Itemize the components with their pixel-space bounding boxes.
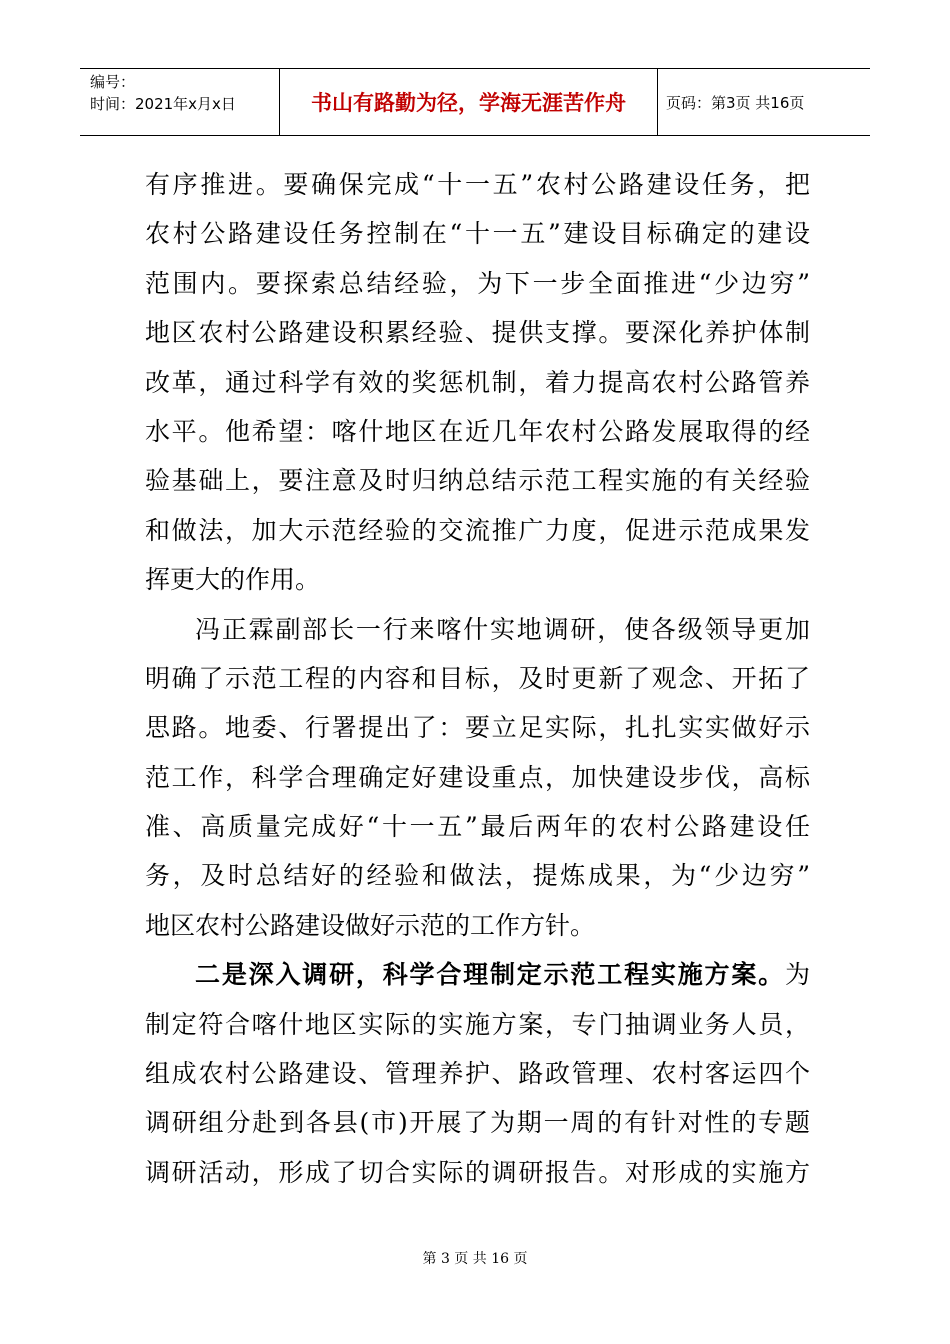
document-time-label: 时间：2021年x月x日 — [90, 95, 236, 113]
header-page-code: 页码：第3页 共16页 — [666, 93, 805, 112]
body-line: 水平。他希望：喀什地区在近几年农村公路发展取得的经 — [145, 416, 810, 446]
bold-heading: 二是深入调研，科学合理制定示范工程实施方案。 — [195, 960, 785, 990]
body-line: 改革，通过科学有效的奖惩机制，着力提高农村公路管养 — [145, 367, 810, 397]
body-line: 范围内。要探索总结经验，为下一步全面推进“少边穷” — [145, 268, 810, 298]
body-line: 范工作，科学合理确定好建设重点，加快建设步伐，高标 — [145, 762, 810, 792]
body-line: 地区农村公路建设做好示范的工作方针。 — [145, 910, 596, 940]
body-line: 调研活动，形成了切合实际的调研报告。对形成的实施方 — [145, 1157, 810, 1187]
body-line: 思路。地委、行署提出了：要立足实际，扎扎实实做好示 — [145, 713, 810, 743]
header-meta — [80, 69, 280, 135]
page-header — [80, 68, 870, 136]
body-line: 制定符合喀什地区实际的实施方案，专门抽调业务人员， — [145, 1009, 810, 1039]
header-motto: 书山有路勤为径，学海无涯苦作舟 — [280, 69, 658, 135]
body-line: 地区农村公路建设积累经验、提供支撑。要深化养护体制 — [145, 318, 810, 348]
body-line: 务，及时总结好的经验和做法，提炼成果，为“少边穷” — [145, 861, 810, 891]
body-line: 明确了示范工程的内容和目标，及时更新了观念、开拓了 — [145, 663, 810, 693]
body-line: 有序推进。要确保完成“十一五”农村公路建设任务，把 — [145, 170, 810, 199]
body-line: 验基础上，要注意及时归纳总结示范工程实施的有关经验 — [145, 466, 810, 496]
body-line: 挥更大的作用。 — [145, 565, 321, 595]
body-line: 和做法，加大示范经验的交流推广力度，促进示范成果发 — [145, 515, 810, 545]
body-line: 组成农村公路建设、管理养护、路政管理、农村客运四个 — [145, 1059, 810, 1089]
body-line: 冯正霖副部长一行来喀什实地调研，使各级领导更加 — [195, 614, 810, 644]
body-line: 准、高质量完成好“十一五”最后两年的农村公路建设任 — [145, 812, 810, 842]
page-footer: 第 3 页 共 16 页 — [422, 1251, 528, 1267]
body-line: 农村公路建设任务控制在“十一五”建设目标确定的建设 — [145, 219, 810, 249]
document-body — [145, 160, 810, 1197]
paragraph-heading-line — [145, 950, 810, 999]
heading-line-tail: 为 — [784, 960, 810, 990]
body-line: 调研组分赴到各县(市)开展了为期一周的有针对性的专题 — [145, 1108, 810, 1138]
document-number-label: 编号： — [90, 73, 136, 91]
